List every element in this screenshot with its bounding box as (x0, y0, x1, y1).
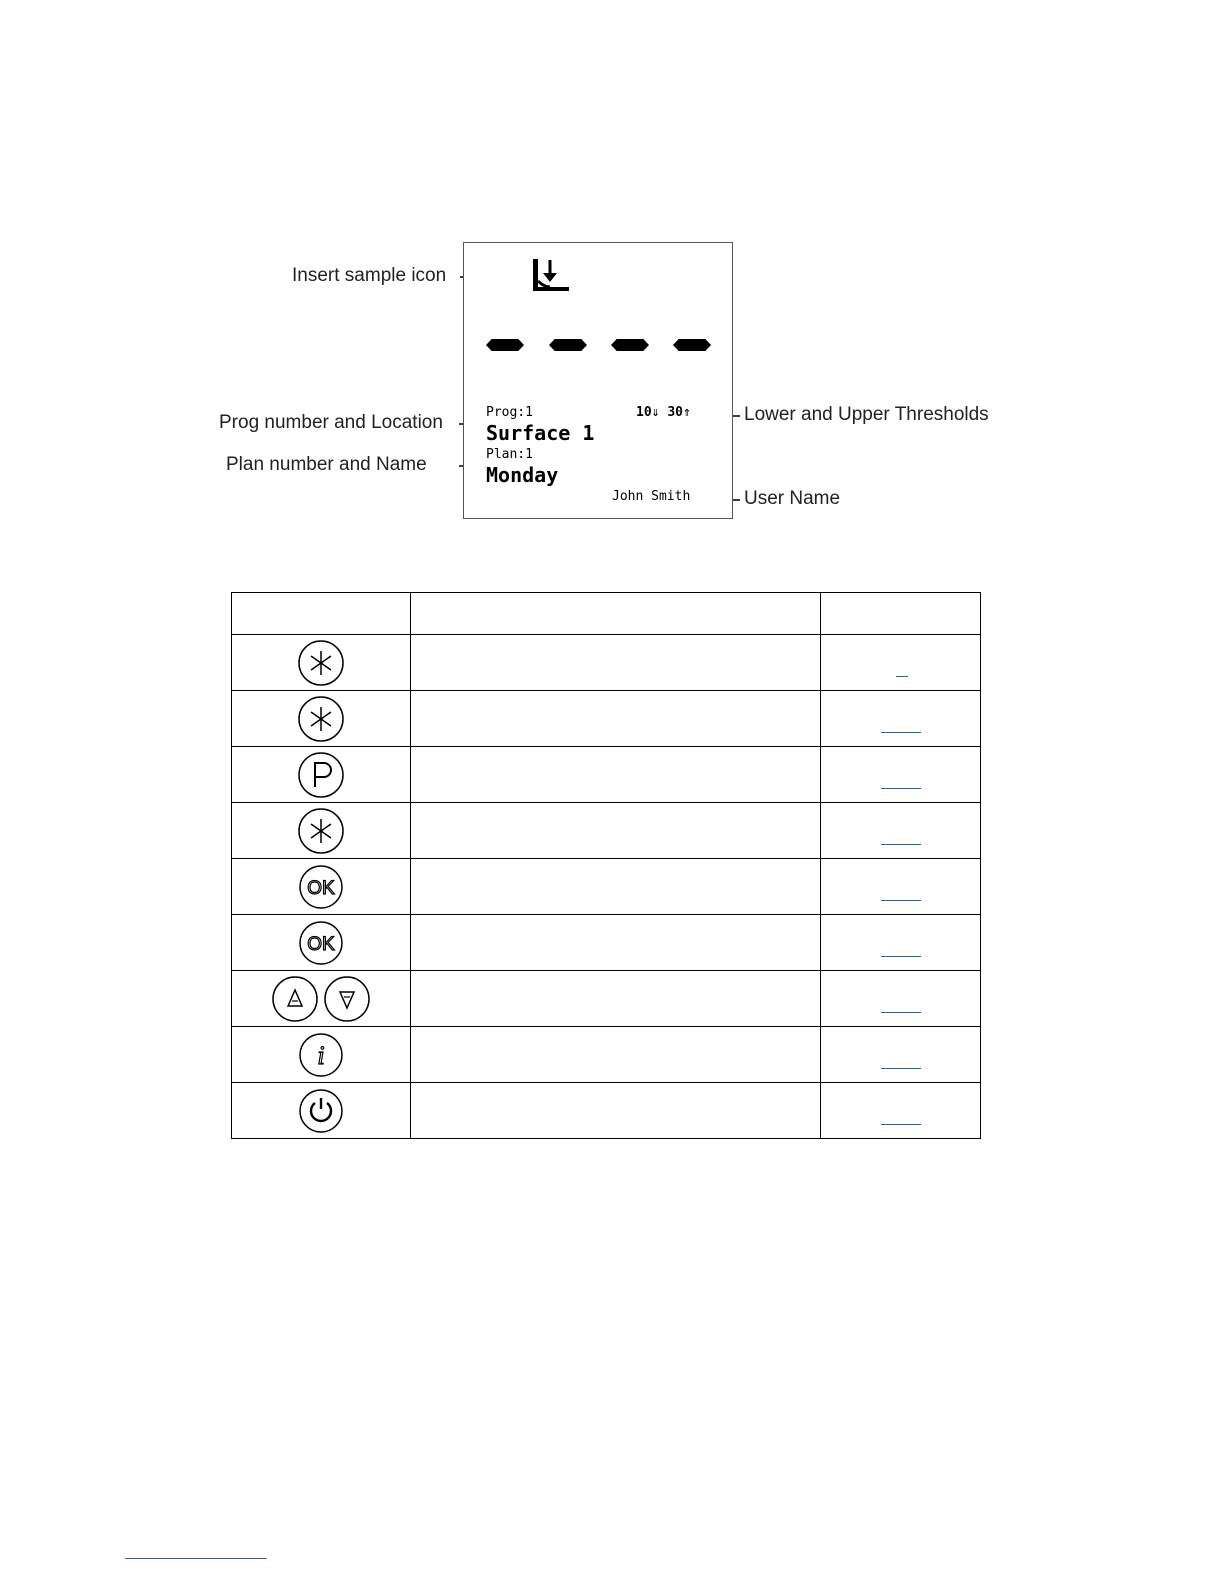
table-row (232, 971, 981, 1027)
plan-name: Monday (486, 463, 559, 487)
footnote-separator (125, 1558, 267, 1559)
callout-insert-sample: Insert sample icon (292, 265, 447, 286)
svg-text:OK: OK (307, 877, 335, 899)
page-link[interactable] (881, 900, 921, 901)
reading-dash (673, 339, 711, 351)
prog-number: Prog:1 (486, 405, 533, 420)
page-link[interactable] (881, 1124, 921, 1125)
user-name: John Smith (612, 489, 691, 504)
table-row (232, 859, 981, 915)
upper-threshold: 30 (667, 405, 683, 420)
asterisk-button-icon (297, 639, 345, 687)
table-row (232, 747, 981, 803)
table-row (232, 635, 981, 691)
table-row (232, 803, 981, 859)
callout-prog-location: Prog number and Location (219, 412, 443, 433)
header-cell (232, 593, 411, 635)
lcd-display (463, 242, 733, 519)
page-link[interactable] (881, 732, 921, 733)
keypad-table (231, 592, 981, 1139)
page-link[interactable] (881, 844, 921, 845)
lower-threshold: 10 (636, 405, 652, 420)
page-link[interactable] (881, 1012, 921, 1013)
page-link[interactable] (896, 676, 908, 677)
header-cell (821, 593, 981, 635)
table-row (232, 691, 981, 747)
ok-button-icon (297, 863, 345, 911)
up-arrow-icon: ⇑ (682, 405, 691, 420)
callout-thresholds: Lower and Upper Thresholds (744, 404, 989, 425)
location-name: Surface 1 (486, 421, 595, 445)
asterisk-button-icon (297, 695, 345, 743)
asterisk-button-icon (297, 807, 345, 855)
ok-button-icon (297, 919, 345, 967)
table-header-row (232, 593, 981, 635)
p-button-icon (297, 751, 345, 799)
page-link[interactable] (881, 788, 921, 789)
table-row (232, 1027, 981, 1083)
down-arrow-icon: ⇓ (651, 405, 660, 420)
reading-dash (549, 339, 587, 351)
down-arrow-button-icon (323, 975, 371, 1023)
info-button-icon (297, 1031, 345, 1079)
svg-text:OK: OK (307, 933, 335, 955)
table-row (232, 1083, 981, 1139)
callout-user-name: User Name (744, 488, 841, 509)
power-button-icon (297, 1087, 345, 1135)
reading-dash (486, 339, 524, 351)
callout-plan-name: Plan number and Name (226, 454, 427, 475)
insert-sample-icon (530, 257, 572, 297)
svg-text:i: i (317, 1040, 325, 1070)
header-cell (411, 593, 821, 635)
up-arrow-button-icon (271, 975, 319, 1023)
reading-dash (611, 339, 649, 351)
table-row (232, 915, 981, 971)
plan-number: Plan:1 (486, 447, 533, 462)
page-link[interactable] (881, 956, 921, 957)
thresholds (636, 405, 691, 420)
page-link[interactable] (881, 1068, 921, 1069)
